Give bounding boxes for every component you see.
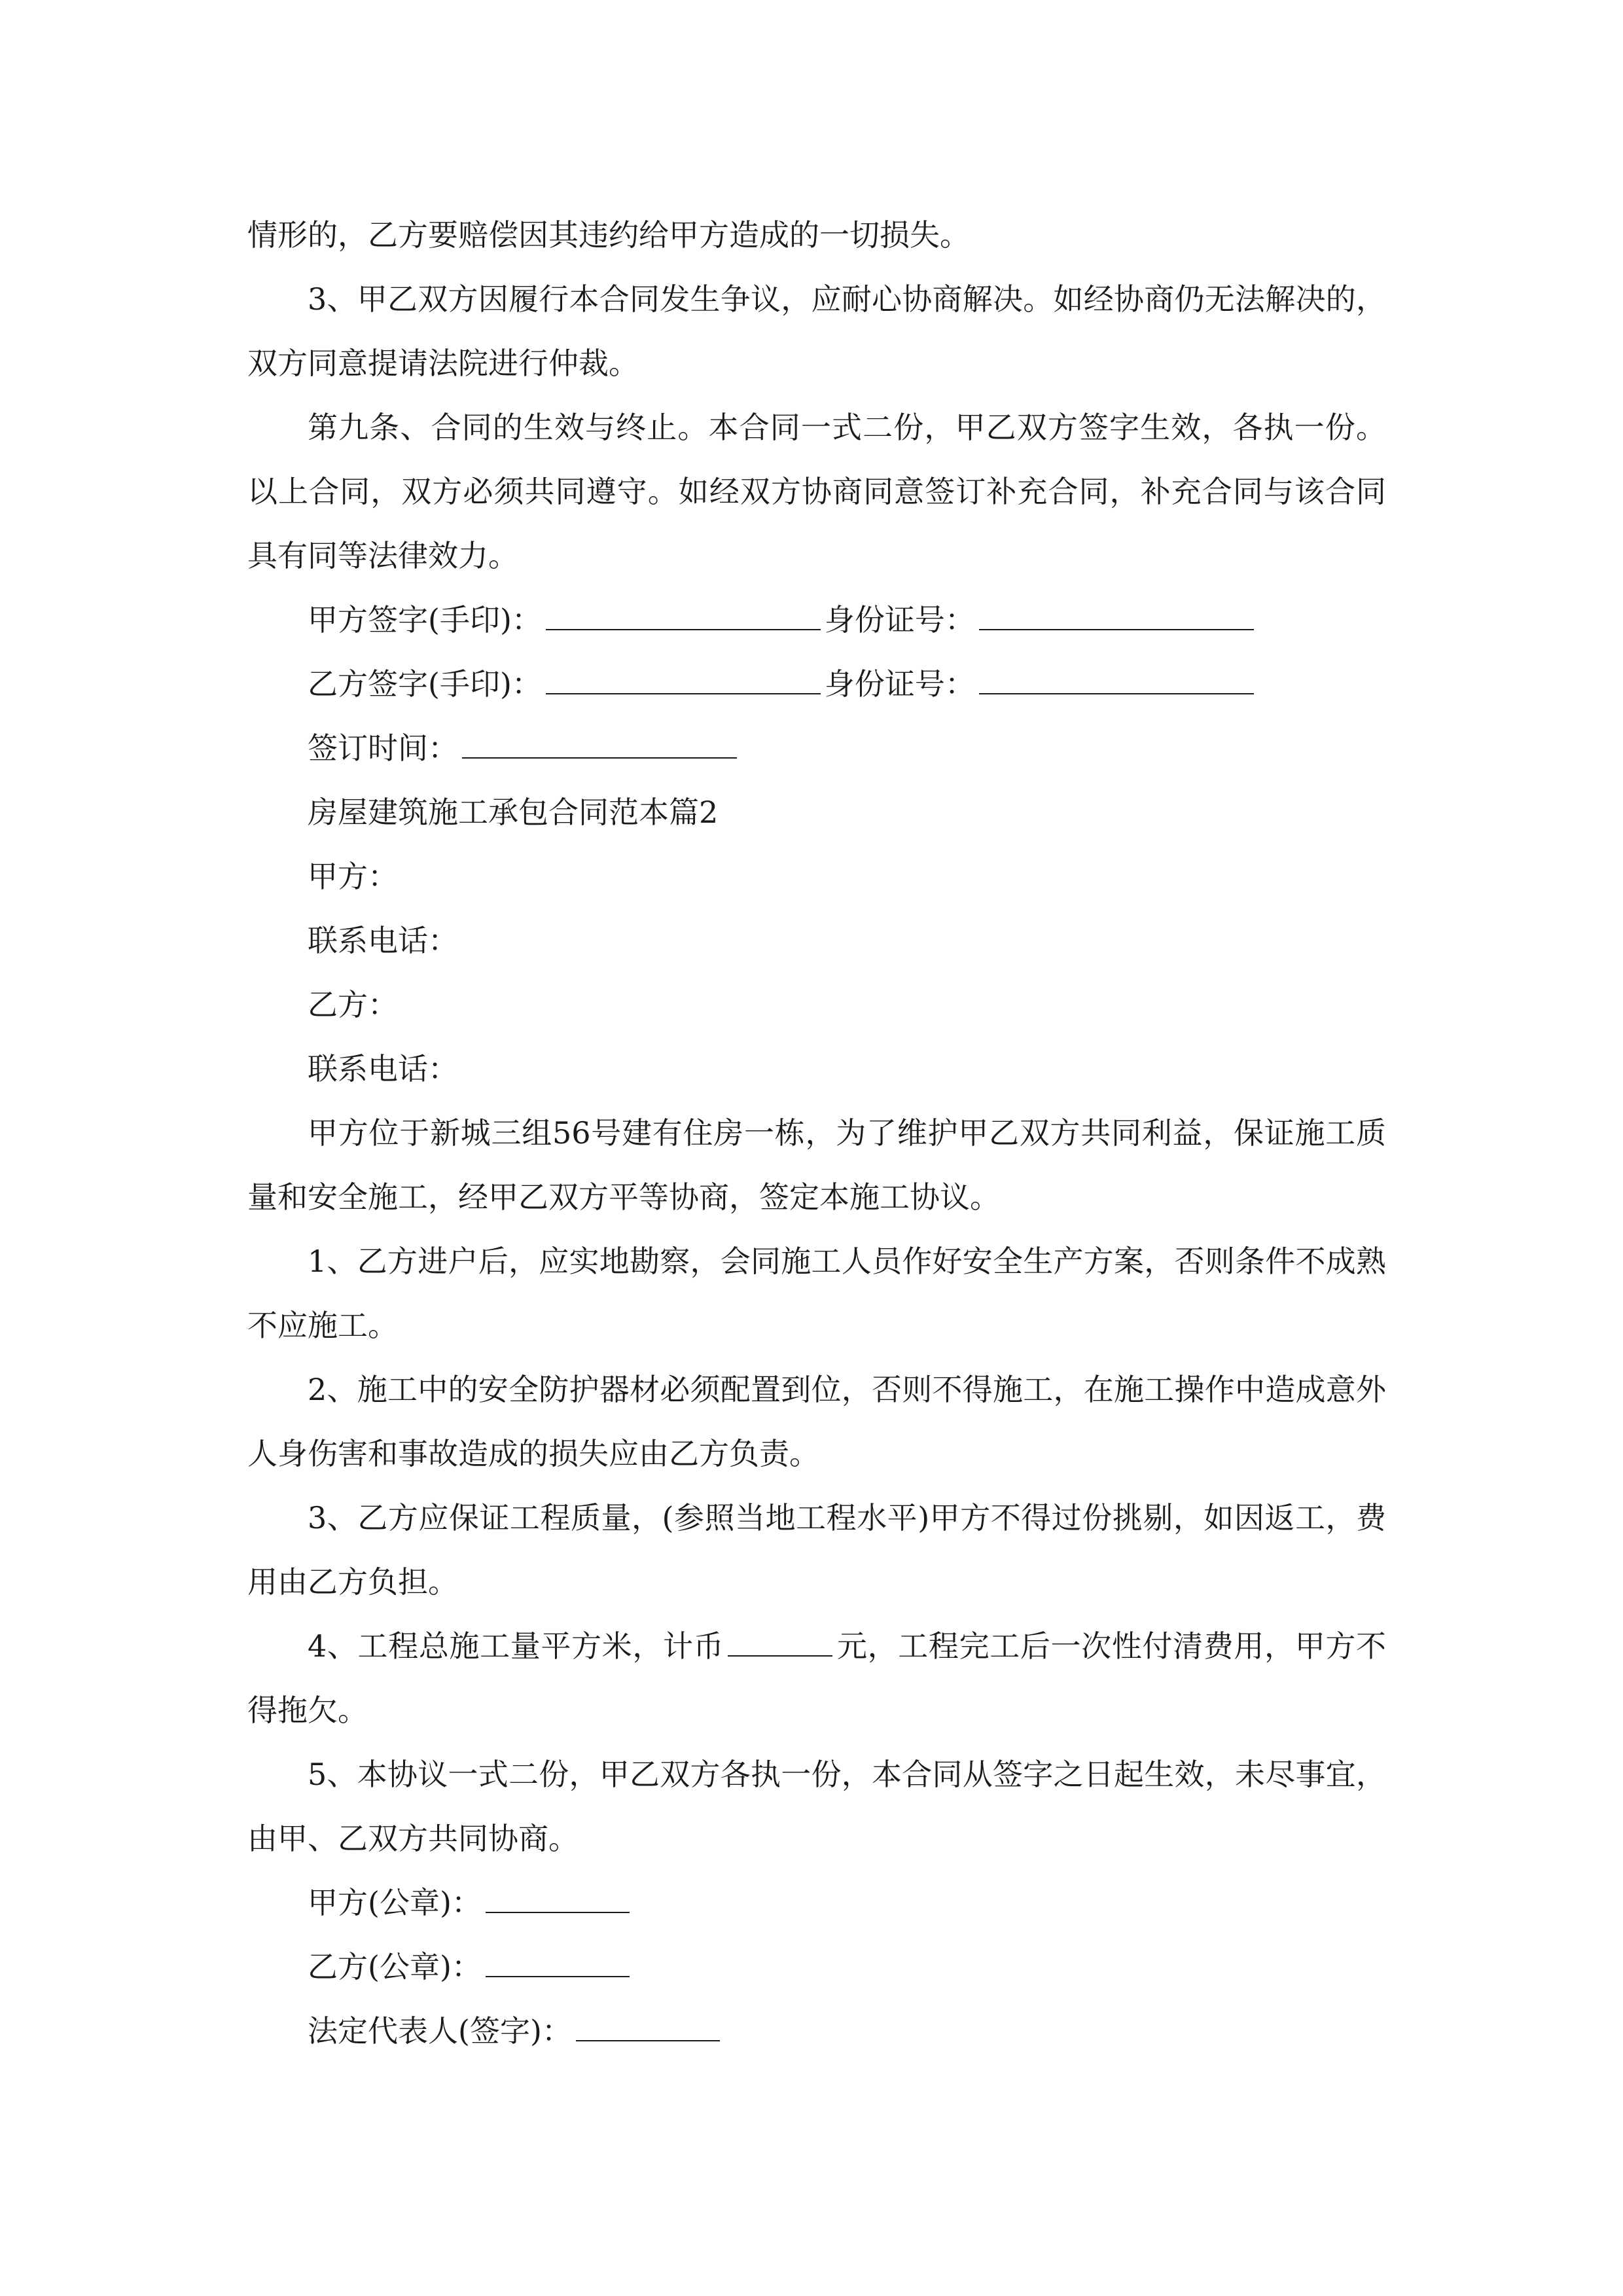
legal-rep-blank bbox=[576, 2015, 720, 2041]
party-b-id-label: 身份证号： bbox=[824, 666, 975, 702]
clause-3: 3、乙方应保证工程质量，(参照当地工程水平)甲方不得过份挑剔，如因返工，费用由乙方负担。 bbox=[247, 1500, 1386, 1600]
clause-2: 2、施工中的安全防护器材必须配置到位，否则不得施工，在施工操作中造成意外人身伤害和事故造成的损失应由乙方负责。 bbox=[247, 1372, 1386, 1471]
clause-4 bbox=[247, 1614, 1386, 1742]
party-a-sign-blank bbox=[546, 604, 821, 630]
document-body bbox=[247, 203, 1386, 2063]
party-b-sign-blank bbox=[546, 668, 821, 694]
party-b-label: 乙方： bbox=[308, 987, 398, 1022]
party-a-sign-label: 甲方签字(手印)： bbox=[308, 602, 542, 637]
legal-rep-line bbox=[247, 1999, 1386, 2063]
party-a-seal-label: 甲方(公章)： bbox=[308, 1885, 482, 1920]
clause-4-text-before: 4、工程总施工量平方米，计币 bbox=[308, 1628, 724, 1664]
paragraph-damages: 情形的，乙方要赔偿因其违约给甲方造成的一切损失。 bbox=[247, 217, 970, 253]
party-b-seal-line bbox=[247, 1935, 1386, 1999]
party-b-phone-label: 联系电话： bbox=[308, 1051, 458, 1086]
party-b-seal-label: 乙方(公章)： bbox=[308, 1949, 482, 1984]
clause-1: 1、乙方进户后，应实地勘察，会同施工人员作好安全生产方案，否则条件不成熟不应施工。 bbox=[247, 1244, 1386, 1343]
party-b-seal-blank bbox=[486, 1951, 630, 1977]
party-a-id-label: 身份证号： bbox=[824, 602, 975, 637]
party-b-sign-label: 乙方签字(手印)： bbox=[308, 666, 542, 702]
paragraph-article-9: 第九条、合同的生效与终止。本合同一式二份，甲乙双方签字生效，各执一份。以上合同，双方必须共同遵守。如经双方协商同意签订补充合同，补充合同与该合同具有同等法律效力。 bbox=[247, 410, 1386, 573]
party-a-phone-label: 联系电话： bbox=[308, 923, 458, 958]
party-a-id-blank bbox=[979, 604, 1254, 630]
sign-time-label: 签订时间： bbox=[308, 730, 458, 766]
paragraph-dispute: 3、甲乙双方因履行本合同发生争议，应耐心协商解决。如经协商仍无法解决的，双方同意提请法院进行仲裁。 bbox=[247, 281, 1386, 381]
party-b-id-blank bbox=[979, 668, 1254, 694]
paragraph-intro: 甲方位于新城三组56号建有住房一栋，为了维护甲乙双方共同利益，保证施工质量和安全施工，经甲乙双方平等协商，签定本施工协议。 bbox=[247, 1115, 1386, 1215]
clause-5: 5、本协议一式二份，甲乙双方各执一份，本合同从签字之日起生效，未尽事宜，由甲、乙双方共同协商。 bbox=[247, 1757, 1386, 1856]
clause-4-text-after: 元，工程完工后一次性付清费用，甲方不得拖欠。 bbox=[247, 1628, 1386, 1728]
sign-time-blank bbox=[462, 732, 737, 759]
legal-rep-label: 法定代表人(签字)： bbox=[308, 2013, 572, 2049]
section-2-title: 房屋建筑施工承包合同范本篇2 bbox=[308, 795, 719, 830]
party-b-signature-line bbox=[247, 652, 1386, 716]
party-a-signature-line bbox=[247, 588, 1386, 652]
sign-time-line bbox=[247, 716, 1386, 780]
amount-blank bbox=[728, 1630, 832, 1657]
party-a-label: 甲方： bbox=[308, 859, 398, 894]
party-a-seal-line bbox=[247, 1871, 1386, 1935]
party-a-seal-blank bbox=[486, 1887, 630, 1913]
